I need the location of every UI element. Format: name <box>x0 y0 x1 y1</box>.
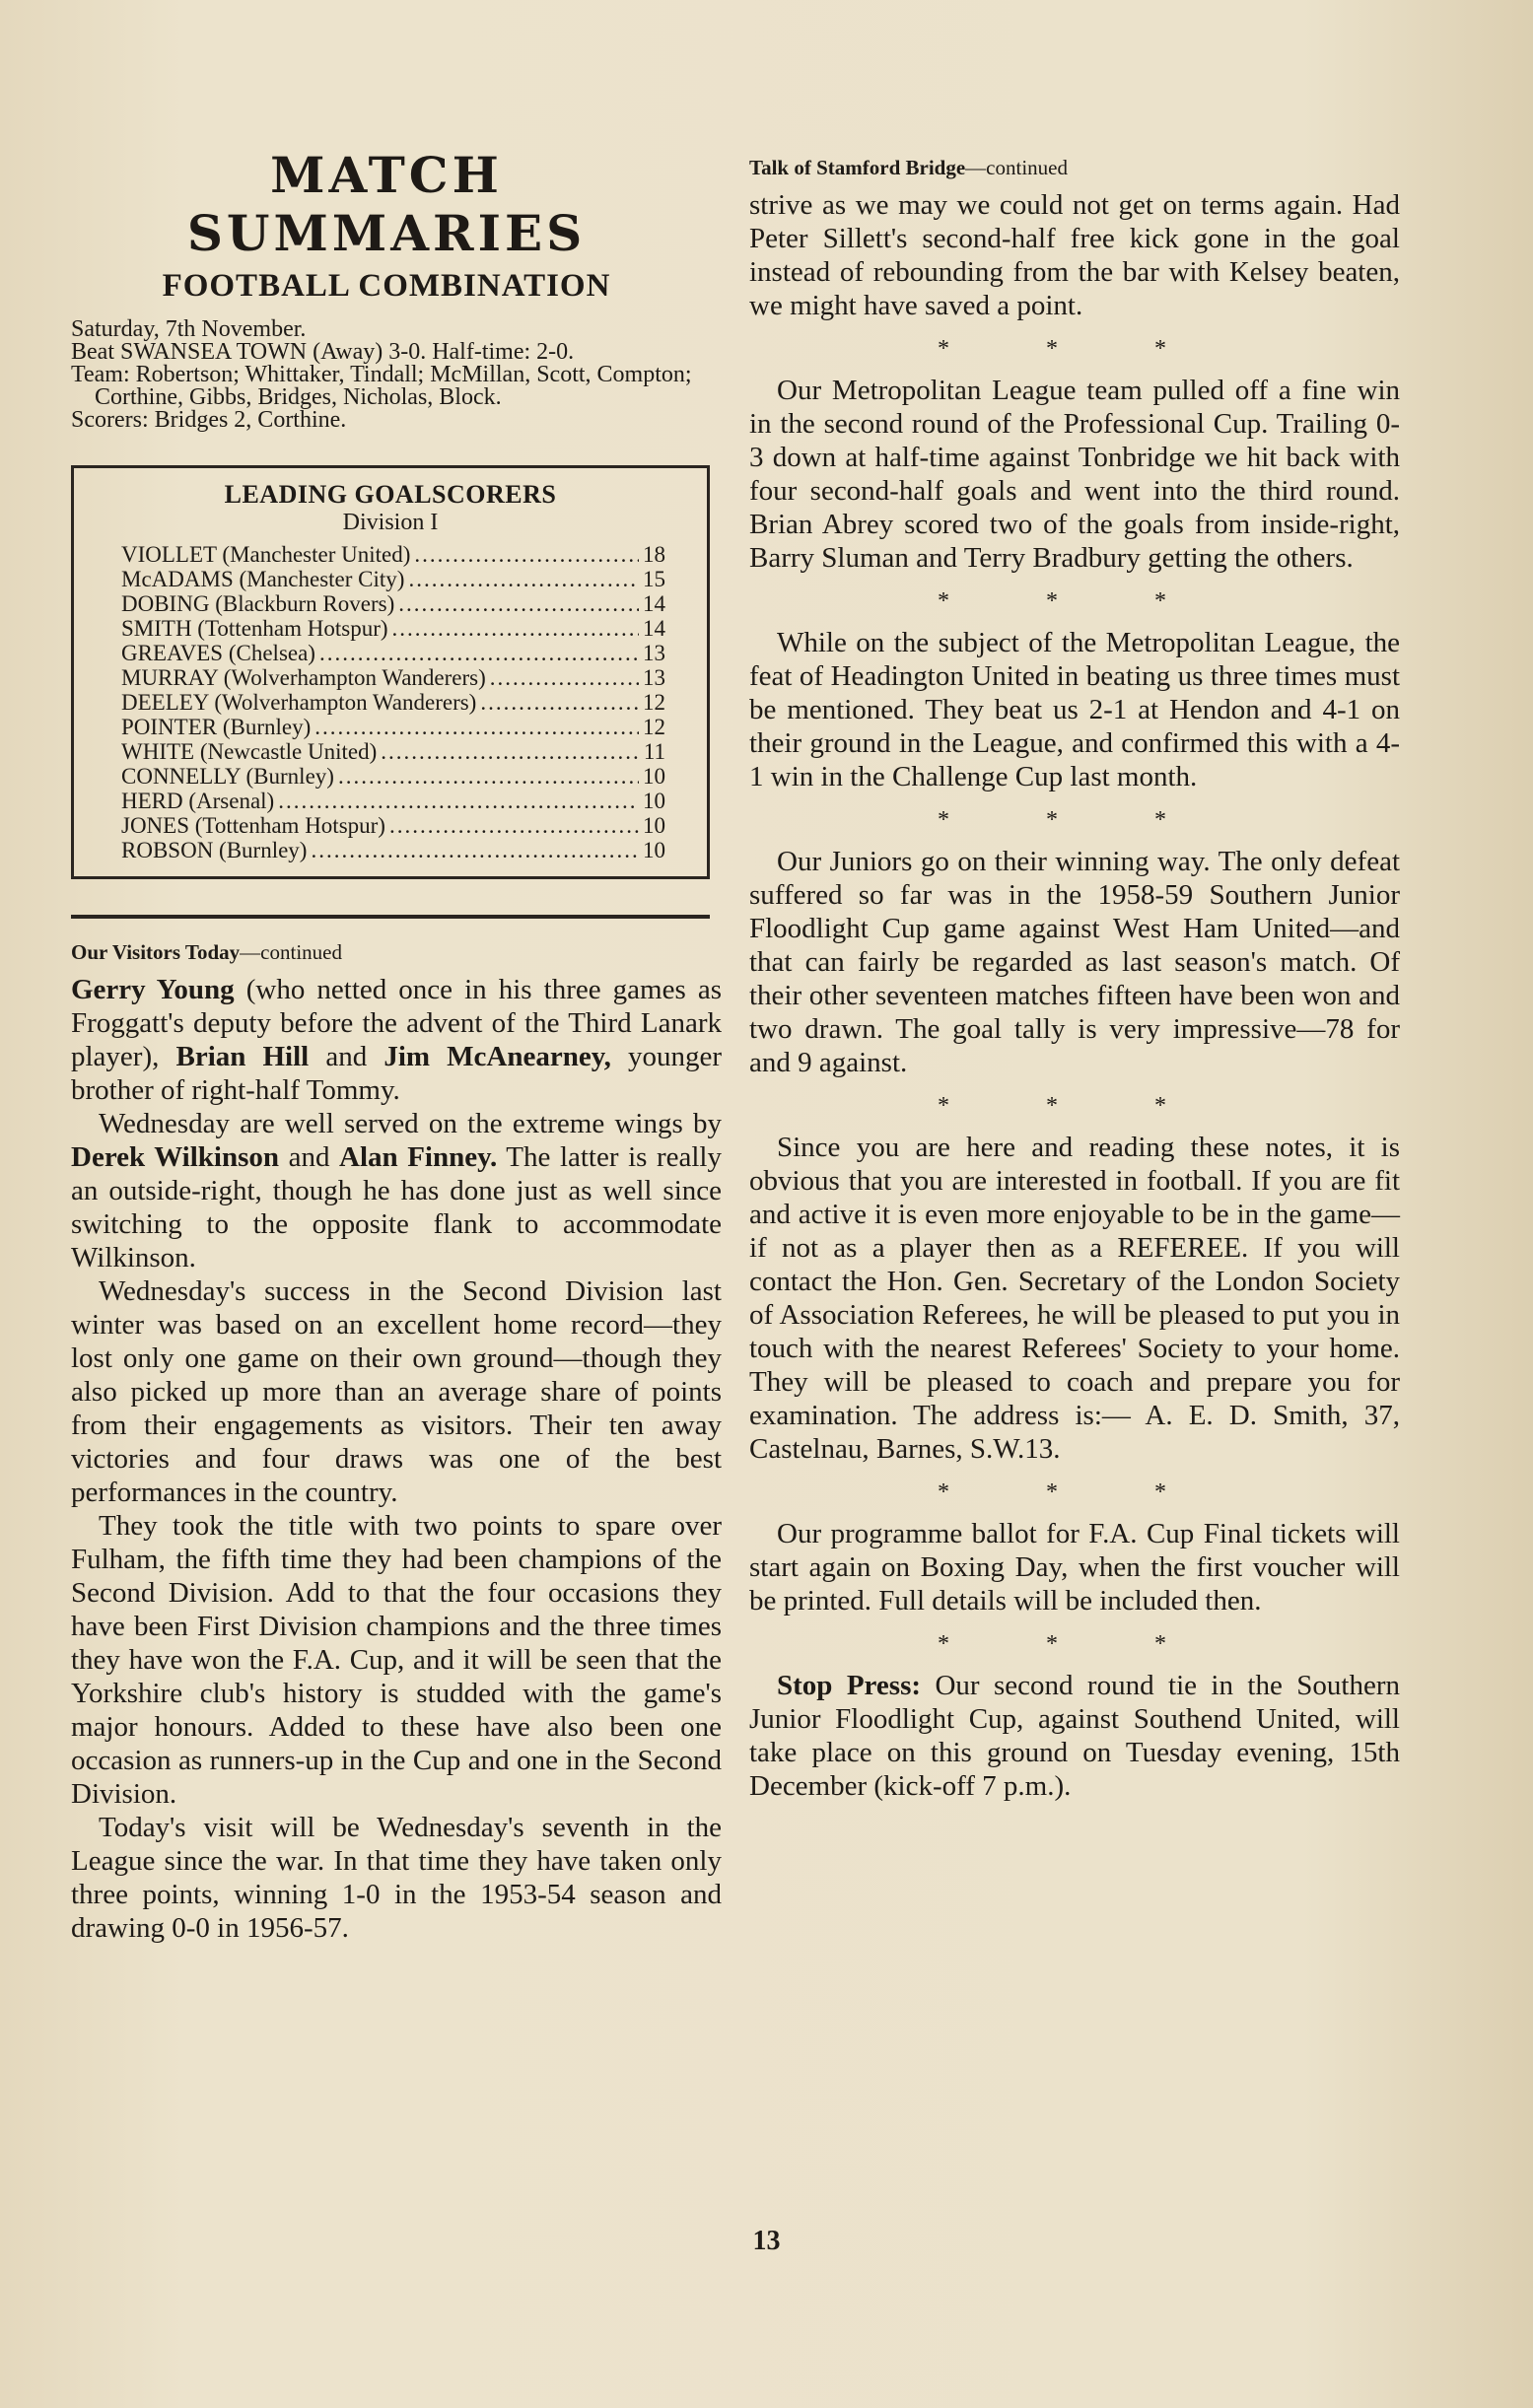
talk-paragraph: strive as we may we could not get on terms again. Had Peter Sillett's second-half free kick gone in the goal instead of rebounding from the bar with Kelsey beaten, we might have saved a point. <box>749 189 1400 321</box>
goalscorer-name: WHITE (Newcastle United) <box>121 739 378 764</box>
goalscorer-goals: 14 <box>643 616 665 641</box>
goalscorer-goals: 10 <box>643 789 665 813</box>
goalscorer-row <box>121 616 665 641</box>
text-run: The latter is really an outside-right, though he has done just as well since switching to the opposite flank to accommodate Wilkinson. <box>71 1141 722 1273</box>
stop-press-label: Stop Press: <box>777 1670 922 1701</box>
goalscorer-name: MURRAY (Wolverhampton Wanderers) <box>121 665 486 690</box>
goalscorer-name: CONNELLY (Burnley) <box>121 764 334 789</box>
dot-leader <box>381 739 640 764</box>
stars-separator: * * * <box>938 1479 1212 1505</box>
goalscorers-list <box>74 542 707 862</box>
talk-paragraph: Our Juniors go on their winning way. The only defeat suffered so far was in the 1958-59 Southern Junior Floodlight Cup game against West Ham United—and that can fairly be regarded as last season's match. Of their other seventeen matches fifteen have been won and two drawn. The goal tally is very impressive—78 for and 9 against. <box>749 846 1400 1078</box>
visitors-paragraph: They took the title with two points to spare over Fulham, the fifth time they had been champions of the Second Division. Add to that the four occasions they have been First Division champions and the three times they have won the F.A. Cup, and it will be seen that the Yorkshire club's history is studded with the game's major honours. Added to these have also been one occasion as runners-up in the Cup and one in the Second Division. <box>71 1510 722 1810</box>
goalscorer-name: HERD (Arsenal) <box>121 789 275 813</box>
goalscorer-goals: 10 <box>643 764 665 789</box>
player-name: Gerry Young <box>71 974 235 1005</box>
stars-separator: * * * <box>938 588 1212 614</box>
stars-separator: * * * <box>938 336 1212 362</box>
stars-separator: * * * <box>938 1093 1212 1119</box>
match-date: Saturday, 7th November. <box>71 316 307 342</box>
goalscorer-name: McADAMS (Manchester City) <box>121 567 405 591</box>
visitors-heading <box>71 940 722 965</box>
right-column <box>749 156 1400 1803</box>
player-name: Jim McAnearney, <box>383 1041 611 1072</box>
text-run: younger brother of right-half Tommy. <box>71 1041 722 1106</box>
match-result: Beat SWANSEA TOWN (Away) 3-0. Half-time: 2-0. <box>71 339 575 365</box>
dot-leader <box>490 665 639 690</box>
dot-leader <box>338 764 639 789</box>
goalscorer-row <box>121 764 665 789</box>
dot-leader <box>314 715 639 739</box>
stars-separator: * * * <box>938 1631 1212 1657</box>
goalscorer-row <box>121 789 665 813</box>
dot-leader <box>480 690 639 715</box>
goalscorer-name: GREAVES (Chelsea) <box>121 641 315 665</box>
dot-leader <box>278 789 639 813</box>
talk-paragraph: While on the subject of the Metropolitan League, the feat of Headington United in beating us three times must be mentioned. They beat us 2-1 at Hendon and 4-1 on their ground in the League, and confirmed this with a 4-1 win in the Challenge Cup last month. <box>749 627 1400 792</box>
goalscorer-goals: 12 <box>643 690 665 715</box>
goalscorer-goals: 10 <box>643 838 665 862</box>
goalscorer-name: ROBSON (Burnley) <box>121 838 308 862</box>
goalscorer-row <box>121 838 665 862</box>
match-summary <box>71 318 722 432</box>
goalscorer-row <box>121 542 665 567</box>
visitors-paragraph: Wednesday's success in the Second Division last winter was based on an excellent home record—they lost only one game on their own ground—though they also picked up more than an average share of points from their engagements as visitors. Their ten away victories and four draws was one of the best performances in the country. <box>71 1275 722 1508</box>
match-team: Team: Robertson; Whittaker, Tindall; McMillan, Scott, Compton; Corthine, Gibbs, Bridges, Nicholas, Block. <box>71 362 692 410</box>
talk-paragraph: Since you are here and reading these notes, it is obvious that you are interested in football. If you are fit and active it is even more enjoyable to be in the game—if not as a player then as a REFEREE. If you will contact the Hon. Gen. Secretary of the London Society of Association Referees, he will be pleased to put you in touch with the nearest Referees' Society to your home. They will be pleased to coach and prepare you for examination. The address is:— A. E. D. Smith, 37, Castelnau, Barnes, S.W.13. <box>749 1132 1400 1465</box>
stars-separator: * * * <box>938 807 1212 833</box>
goalscorer-row <box>121 641 665 665</box>
dot-leader <box>414 542 639 567</box>
text-run: Wednesday are well served on the extreme wings by <box>99 1108 722 1139</box>
goalscorer-goals: 12 <box>643 715 665 739</box>
dot-leader <box>408 567 639 591</box>
visitors-heading-text: Our Visitors Today <box>71 940 241 964</box>
stop-press-paragraph <box>749 1669 1400 1803</box>
match-scorers: Scorers: Bridges 2, Corthine. <box>71 407 347 433</box>
goalscorer-goals: 11 <box>643 739 665 764</box>
goalscorer-row <box>121 567 665 591</box>
talk-heading-continued: —continued <box>965 156 1068 179</box>
dot-leader <box>398 591 639 616</box>
goalscorer-name: DEELEY (Wolverhampton Wanderers) <box>121 690 477 715</box>
goalscorer-row <box>121 591 665 616</box>
player-name: Derek Wilkinson <box>71 1141 280 1173</box>
text-run: and <box>279 1141 340 1173</box>
text-run: Our second round tie in the Southern Junior Floodlight Cup, against Southend United, will take place on this ground on Tuesday evening, 15th December (kick-off 7 p.m.). <box>749 1670 1400 1802</box>
dot-leader <box>311 838 639 862</box>
text-run: (who netted once in his three games as Froggatt's deputy before the advent of the Third Lanark player), <box>71 974 722 1072</box>
goalscorer-row <box>121 665 665 690</box>
goalscorer-row <box>121 690 665 715</box>
talk-heading <box>749 156 1400 180</box>
left-column <box>71 146 722 1945</box>
goalscorer-name: SMITH (Tottenham Hotspur) <box>121 616 388 641</box>
player-name: Brian Hill <box>175 1041 310 1072</box>
visitors-article <box>71 973 722 1945</box>
goalscorer-name: DOBING (Blackburn Rovers) <box>121 591 395 616</box>
dot-leader <box>392 616 639 641</box>
talk-paragraph: Our programme ballot for F.A. Cup Final tickets will start again on Boxing Day, when the first voucher will be printed. Full details will be included then. <box>749 1518 1400 1617</box>
talk-heading-text: Talk of Stamford Bridge <box>749 156 966 179</box>
goalscorers-title: LEADING GOALSCORERS <box>224 480 557 509</box>
page-number: 13 <box>752 2226 781 2256</box>
goalscorer-name: JONES (Tottenham Hotspur) <box>121 813 385 838</box>
goalscorer-goals: 14 <box>643 591 665 616</box>
goalscorer-row <box>121 813 665 838</box>
talk-paragraph: Our Metropolitan League team pulled off a fine win in the second round of the Professional Cup. Trailing 0-3 down at half-time against Tonbridge we hit back with four second-half goals and went into the third round. Brian Abrey scored two of the goals from inside-right, Barry Sluman and Terry Bradbury getting the others. <box>749 375 1400 574</box>
goalscorer-goals: 13 <box>643 641 665 665</box>
player-name: Alan Finney. <box>339 1141 498 1173</box>
page-title: MATCH SUMMARIES <box>186 146 587 262</box>
goalscorer-goals: 15 <box>643 567 665 591</box>
section-divider <box>71 915 710 919</box>
goalscorer-row <box>121 739 665 764</box>
section-subtitle: FOOTBALL COMBINATION <box>162 268 611 304</box>
goalscorer-goals: 10 <box>643 813 665 838</box>
dot-leader <box>389 813 639 838</box>
goalscorers-box <box>71 465 710 879</box>
visitors-paragraph <box>71 1107 722 1274</box>
dot-leader <box>319 641 639 665</box>
goalscorer-name: VIOLLET (Manchester United) <box>121 542 411 567</box>
visitors-heading-continued: —continued <box>240 940 342 964</box>
visitors-paragraph <box>71 973 722 1107</box>
goalscorer-goals: 18 <box>643 542 665 567</box>
text-run: and <box>309 1041 384 1072</box>
goalscorers-division: Division I <box>342 510 439 535</box>
visitors-paragraph: Today's visit will be Wednesday's seventh in the League since the war. In that time they have taken only three points, winning 1-0 in the 1953-54 season and drawing 0-0 in 1956-57. <box>71 1812 722 1944</box>
goalscorer-row <box>121 715 665 739</box>
goalscorer-name: POINTER (Burnley) <box>121 715 312 739</box>
talk-article <box>749 188 1400 1803</box>
goalscorer-goals: 13 <box>643 665 665 690</box>
